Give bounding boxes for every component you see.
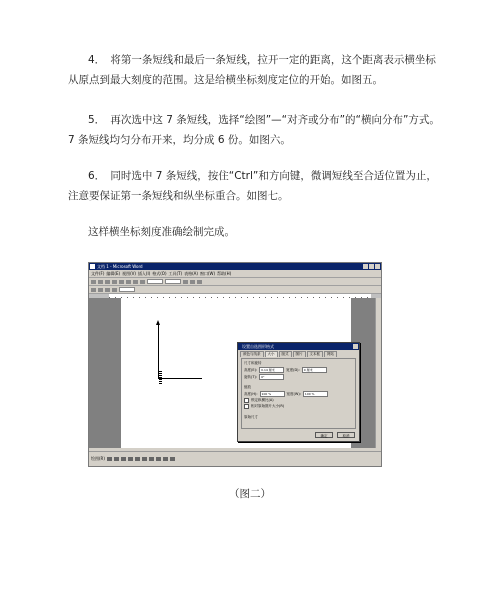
lock-aspect-checkbox[interactable]: [244, 398, 249, 403]
x-axis-line: [158, 378, 202, 379]
original-size-group: [244, 415, 353, 421]
align-right-icon[interactable]: [105, 288, 110, 292]
width-field[interactable]: 0 厘米: [302, 367, 327, 373]
scale-group-label: 缩放: [244, 385, 251, 389]
zoom-dropdown[interactable]: [119, 287, 135, 292]
original-size-label: 原始尺寸: [244, 415, 258, 419]
menu-edit[interactable]: 编辑(E): [106, 270, 121, 276]
relative-size-label: 相对原始图片大小(R): [251, 404, 285, 408]
tick-marks-group[interactable]: [159, 371, 162, 384]
dialog-title: 设置自选图形格式: [242, 344, 274, 349]
window-titlebar: [89, 263, 381, 270]
word-screenshot-figure: [88, 262, 382, 467]
paragraph-step-5: 5． 再次选中这 7 条短线，选择“绘图”—“对齐或分布”的“横向分布”方式。7 条短线均匀分布开来，均分成 6 份。如图六。: [68, 114, 440, 146]
copy-icon[interactable]: [133, 280, 138, 284]
minimize-icon[interactable]: [363, 264, 368, 269]
tab-picture[interactable]: 图片: [293, 351, 306, 357]
open-icon[interactable]: [98, 280, 103, 284]
relative-size-checkbox[interactable]: [244, 404, 249, 409]
select-arrow-icon[interactable]: [107, 457, 112, 461]
height-field[interactable]: 0.14 厘米: [259, 367, 284, 373]
cancel-button[interactable]: 取消: [337, 432, 355, 438]
y-axis-line: [158, 324, 159, 378]
paragraph-conclusion: 这样横坐标刻度准确绘制完成。: [88, 226, 235, 238]
lock-aspect-label: 锁定纵横比(A): [251, 398, 274, 402]
document-area: [89, 298, 381, 452]
figure-caption: （图二）: [229, 488, 271, 500]
rotate-field[interactable]: 0°: [259, 374, 284, 380]
scale-group: [244, 385, 353, 410]
scale-width-field[interactable]: 100 %: [303, 391, 328, 397]
menu-insert[interactable]: 插入(I): [137, 270, 151, 276]
tab-textbox[interactable]: 文本框: [307, 351, 324, 357]
align-center-icon[interactable]: [98, 288, 103, 292]
menu-view[interactable]: 视图(V): [122, 270, 136, 276]
menu-table[interactable]: 表格(A): [184, 270, 198, 276]
arrow-icon[interactable]: [128, 457, 133, 461]
paste-icon[interactable]: [140, 280, 145, 284]
italic-icon[interactable]: [190, 280, 195, 284]
format-autoshape-dialog: [237, 342, 360, 442]
dialog-tabs: [238, 350, 359, 357]
dialog-body: [241, 358, 356, 429]
tab-web[interactable]: 网站: [324, 351, 337, 357]
cut-icon[interactable]: [126, 280, 131, 284]
save-icon[interactable]: [105, 280, 110, 284]
tab-layout[interactable]: 版式: [279, 351, 292, 357]
underline-icon[interactable]: [197, 280, 202, 284]
font-dropdown[interactable]: [165, 279, 181, 284]
size-rotate-group: [244, 361, 353, 381]
autoshapes-icon[interactable]: [114, 457, 119, 461]
textbox-icon[interactable]: [149, 457, 154, 461]
scale-height-field[interactable]: 100 %: [260, 391, 285, 397]
height-label: 高度(E):: [244, 367, 258, 372]
drawing-menu[interactable]: 绘图(R): [91, 456, 105, 461]
maximize-icon[interactable]: [369, 264, 374, 269]
rotate-label: 旋转(T):: [244, 374, 258, 379]
menu-bar: [89, 270, 381, 278]
vertical-scrollbar[interactable]: [375, 298, 381, 452]
format-toolbar: [89, 286, 381, 294]
oval-icon[interactable]: [142, 457, 147, 461]
fill-color-icon[interactable]: [156, 457, 161, 461]
menu-tools[interactable]: 工具(T): [168, 270, 183, 276]
word-app-icon: [90, 264, 95, 269]
size-group-label: 尺寸和旋转: [244, 361, 262, 365]
tab-size[interactable]: 大小: [265, 351, 278, 357]
document-page[interactable]: [121, 298, 351, 452]
width-label: 宽度(D):: [286, 367, 300, 372]
font-color-icon[interactable]: [170, 457, 175, 461]
window-title: 文档 1 - Microsoft Word: [97, 264, 143, 269]
ok-button[interactable]: 确定: [315, 432, 333, 438]
bullets-icon[interactable]: [112, 288, 117, 292]
scale-width-label: 宽度(W):: [286, 391, 301, 396]
close-icon[interactable]: [375, 264, 380, 269]
menu-format[interactable]: 格式(O): [152, 270, 167, 276]
line-icon[interactable]: [121, 457, 126, 461]
menu-file[interactable]: 文件(F): [91, 270, 105, 276]
standard-toolbar: [89, 278, 381, 286]
menu-help[interactable]: 帮助(H): [217, 270, 232, 276]
tab-colors-lines[interactable]: 颜色与线条: [240, 351, 264, 357]
preview-icon[interactable]: [119, 280, 124, 284]
paragraph-step-6: 6． 同时选中 7 条短线，按住“Ctrl”和方向键，微调短线至合适位置为止，注意要保证第一条短线和纵坐标重合。如图七。: [68, 170, 437, 202]
align-left-icon[interactable]: [91, 288, 96, 292]
dialog-close-icon[interactable]: [353, 344, 358, 349]
paragraph-step-4: 4． 将第一条短线和最后一条短线，拉开一定的距离，这个距离表示横坐标从原点到最大刻度的范围。这是给横坐标刻度定位的开始。如图五。: [68, 54, 436, 86]
bold-icon[interactable]: [183, 280, 188, 284]
new-doc-icon[interactable]: [91, 280, 96, 284]
drawing-toolbar: [89, 451, 381, 466]
print-icon[interactable]: [112, 280, 117, 284]
menu-window[interactable]: 窗口(W): [199, 270, 216, 276]
rectangle-icon[interactable]: [135, 457, 140, 461]
scale-height-label: 高度(H):: [244, 391, 258, 396]
line-color-icon[interactable]: [163, 457, 168, 461]
style-dropdown[interactable]: [147, 279, 163, 284]
dialog-titlebar: [238, 343, 359, 350]
